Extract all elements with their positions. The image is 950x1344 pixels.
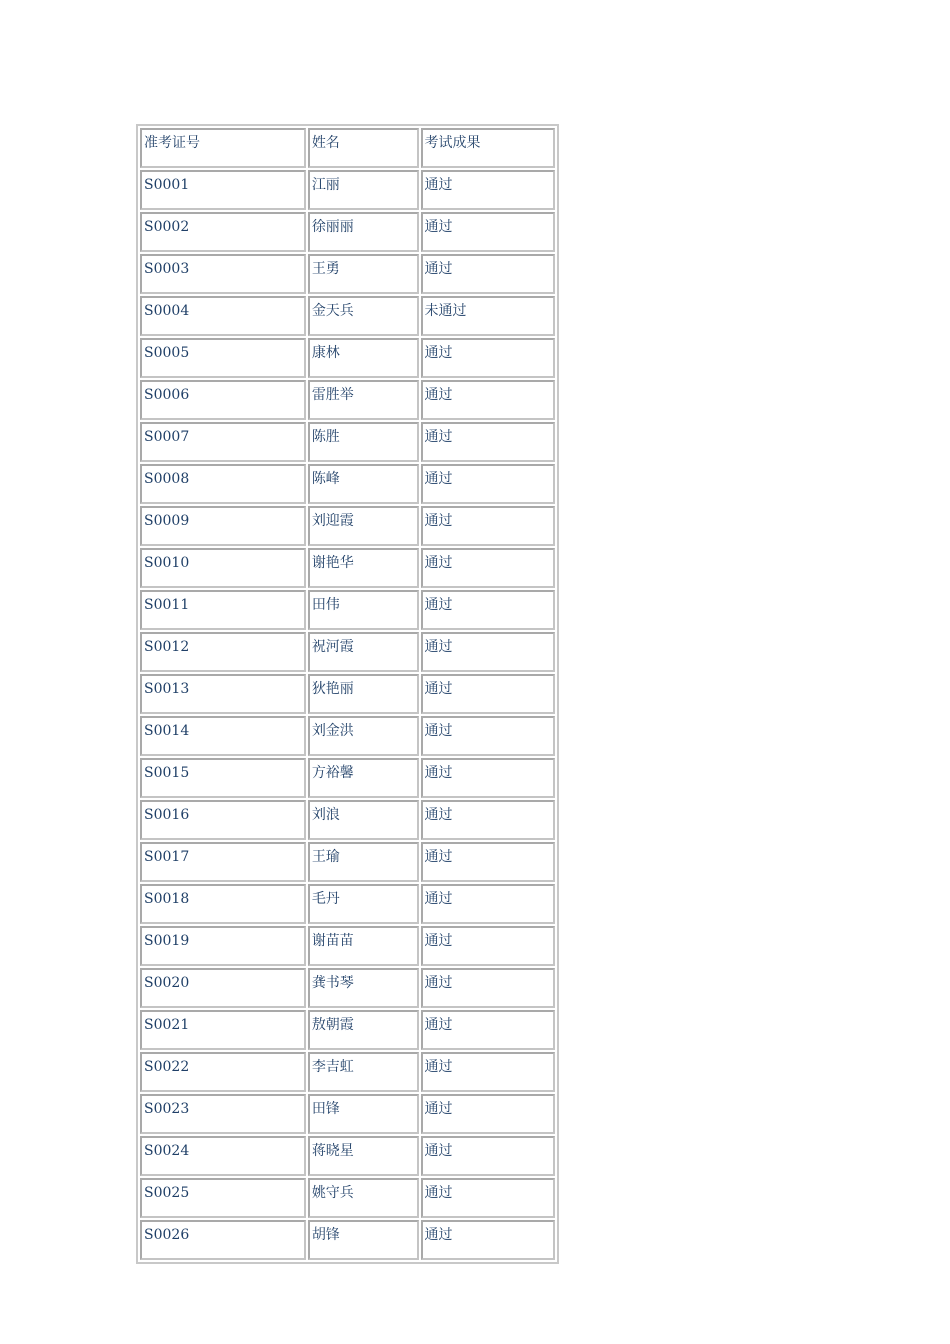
- cell-exam-id: S0020: [140, 968, 306, 1008]
- cell-exam-id: S0011: [140, 590, 306, 630]
- cell-name: 江丽: [308, 170, 419, 210]
- cell-name: 蒋晓星: [308, 1136, 419, 1176]
- cell-exam-id: S0024: [140, 1136, 306, 1176]
- cell-result: 通过: [421, 674, 556, 714]
- table-row: [140, 170, 555, 210]
- cell-result: 通过: [421, 1178, 556, 1218]
- table-row: [140, 296, 555, 336]
- cell-result: 通过: [421, 632, 556, 672]
- cell-exam-id: S0016: [140, 800, 306, 840]
- table-row: [140, 422, 555, 462]
- cell-name: 田锋: [308, 1094, 419, 1134]
- table-row: [140, 632, 555, 672]
- table-row: [140, 506, 555, 546]
- cell-name: 刘浪: [308, 800, 419, 840]
- cell-name: 胡锋: [308, 1220, 419, 1260]
- table-row: [140, 968, 555, 1008]
- cell-name: 王瑜: [308, 842, 419, 882]
- cell-name: 徐丽丽: [308, 212, 419, 252]
- cell-result: 通过: [421, 380, 556, 420]
- cell-name: 金天兵: [308, 296, 419, 336]
- table-row: [140, 674, 555, 714]
- cell-name: 陈胜: [308, 422, 419, 462]
- cell-name: 刘金洪: [308, 716, 419, 756]
- cell-exam-id: S0012: [140, 632, 306, 672]
- cell-result: 通过: [421, 1010, 556, 1050]
- cell-exam-id: S0015: [140, 758, 306, 798]
- table-row: [140, 716, 555, 756]
- header-cell-exam-id: 准考证号: [140, 128, 306, 168]
- table-row: [140, 1178, 555, 1218]
- cell-exam-id: S0018: [140, 884, 306, 924]
- cell-exam-id: S0022: [140, 1052, 306, 1092]
- cell-result: 通过: [421, 1136, 556, 1176]
- cell-result: 通过: [421, 716, 556, 756]
- table-row: [140, 464, 555, 504]
- cell-result: 通过: [421, 968, 556, 1008]
- cell-exam-id: S0019: [140, 926, 306, 966]
- cell-result: 通过: [421, 506, 556, 546]
- cell-result: 通过: [421, 422, 556, 462]
- header-cell-name: 姓名: [308, 128, 419, 168]
- cell-exam-id: S0009: [140, 506, 306, 546]
- cell-result: 通过: [421, 548, 556, 588]
- cell-name: 祝河霞: [308, 632, 419, 672]
- cell-name: 方裕馨: [308, 758, 419, 798]
- cell-exam-id: S0013: [140, 674, 306, 714]
- header-cell-result: 考试成果: [421, 128, 556, 168]
- cell-exam-id: S0025: [140, 1178, 306, 1218]
- cell-name: 姚守兵: [308, 1178, 419, 1218]
- cell-exam-id: S0006: [140, 380, 306, 420]
- cell-exam-id: S0001: [140, 170, 306, 210]
- cell-exam-id: S0026: [140, 1220, 306, 1260]
- cell-exam-id: S0004: [140, 296, 306, 336]
- table-row: [140, 1136, 555, 1176]
- cell-name: 李吉虹: [308, 1052, 419, 1092]
- table-row: [140, 842, 555, 882]
- cell-result: 未通过: [421, 296, 556, 336]
- cell-name: 田伟: [308, 590, 419, 630]
- cell-result: 通过: [421, 884, 556, 924]
- cell-name: 陈峰: [308, 464, 419, 504]
- cell-result: 通过: [421, 1094, 556, 1134]
- table-row: [140, 926, 555, 966]
- cell-exam-id: S0003: [140, 254, 306, 294]
- cell-name: 狄艳丽: [308, 674, 419, 714]
- cell-exam-id: S0008: [140, 464, 306, 504]
- table-body: [140, 128, 555, 1260]
- cell-result: 通过: [421, 464, 556, 504]
- table-row: [140, 800, 555, 840]
- cell-name: 谢苗苗: [308, 926, 419, 966]
- cell-exam-id: S0023: [140, 1094, 306, 1134]
- table-row: [140, 884, 555, 924]
- cell-result: 通过: [421, 1220, 556, 1260]
- cell-exam-id: S0010: [140, 548, 306, 588]
- cell-name: 毛丹: [308, 884, 419, 924]
- cell-exam-id: S0007: [140, 422, 306, 462]
- cell-name: 敖朝霞: [308, 1010, 419, 1050]
- cell-result: 通过: [421, 758, 556, 798]
- cell-name: 康林: [308, 338, 419, 378]
- cell-result: 通过: [421, 590, 556, 630]
- cell-result: 通过: [421, 800, 556, 840]
- table-row: [140, 254, 555, 294]
- cell-name: 雷胜举: [308, 380, 419, 420]
- table-row: [140, 338, 555, 378]
- table-row: [140, 380, 555, 420]
- table-row: [140, 758, 555, 798]
- cell-result: 通过: [421, 1052, 556, 1092]
- header-row: [140, 128, 555, 168]
- table-row: [140, 548, 555, 588]
- table-row: [140, 1052, 555, 1092]
- table-row: [140, 590, 555, 630]
- cell-result: 通过: [421, 338, 556, 378]
- cell-exam-id: S0017: [140, 842, 306, 882]
- cell-result: 通过: [421, 842, 556, 882]
- cell-name: 王勇: [308, 254, 419, 294]
- cell-exam-id: S0021: [140, 1010, 306, 1050]
- exam-results-table: [136, 124, 559, 1264]
- cell-name: 谢艳华: [308, 548, 419, 588]
- cell-result: 通过: [421, 926, 556, 966]
- cell-exam-id: S0005: [140, 338, 306, 378]
- cell-name: 刘迎霞: [308, 506, 419, 546]
- table-row: [140, 1094, 555, 1134]
- cell-name: 龚书琴: [308, 968, 419, 1008]
- table-row: [140, 1010, 555, 1050]
- cell-result: 通过: [421, 254, 556, 294]
- cell-exam-id: S0014: [140, 716, 306, 756]
- cell-result: 通过: [421, 170, 556, 210]
- cell-exam-id: S0002: [140, 212, 306, 252]
- cell-result: 通过: [421, 212, 556, 252]
- table-row: [140, 212, 555, 252]
- table-row: [140, 1220, 555, 1260]
